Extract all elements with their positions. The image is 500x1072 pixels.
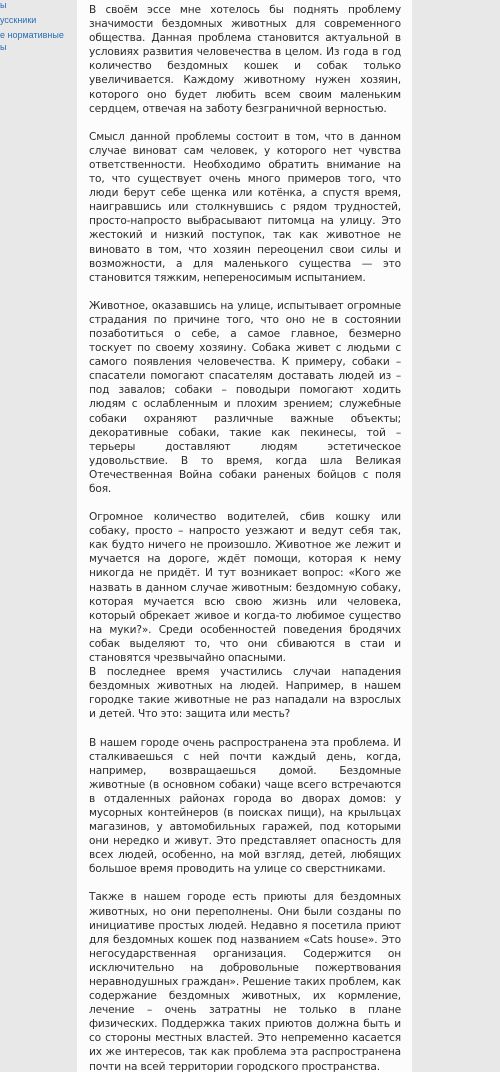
sidebar-link-3[interactable]: е нормативные bbox=[0, 30, 64, 40]
sidebar-link-2[interactable]: усскники bbox=[0, 15, 37, 25]
sidebar-link-1[interactable]: ы bbox=[0, 0, 7, 10]
sidebar-links bbox=[0, 0, 76, 1072]
essay-document bbox=[77, 0, 412, 1072]
essay-paragraph-6: В нашем городе очень распространена эта проблема. И сталкиваешься с ней почти каждый день, когда, например, возвращаешься домой. Бездомные животные (в основном собаки) чаще всего встречаются в отдаленных районах города во дворах домов: у мусорных контейнеров (в поисках пищи), на крыльцах магазинов, у автомобильных гаражей, под которыми они нередко и живут. Это представляет опасность для всех людей, особенно, на мой взгляд, детей, любящих большое время проводить на улице со сверстниками. bbox=[89, 736, 401, 876]
essay-paragraph-2: Смысл данной проблемы состоит в том, что в данном случае виноват сам человек, у которого нет чувства ответственности. Необходимо обратить внимание на то, что существует очень много примеров того, что люди берут себе щенка или котёнка, а спустя время, наигравшись или столкнувшись с рядом трудностей, просто-напросто выбрасывают питомца на улицу. Это жестокий и низкий поступок, так как животное не виновато в том, что хозяин переоценил свои силы и возможности, а для маленького существа — это становится тяжким, неперенoсимым испытанием. bbox=[89, 130, 401, 284]
essay-paragraph-3: Животное, оказавшись на улице, испытывает огромные страдания по причине того, что оно не в состоянии позаботиться о себе, а самое главное, безмерно тоскует по своему хозяину. Собака живет с людьми с самого появления человечества. К примеру, собаки – спасатели помогают спасателям доставать людей из – под завалов; собаки – поводыри помогают ходить людям с ослабленным и плохим зрением; служебные собаки охраняют различные важные объекты; декоративные собаки, такие как пекинесы, той – терьеры доставляют людям эстетическое удовольствие. В то время, когда шла Великая Отечественная Война собаки раненых бойцов с поля боя. bbox=[89, 299, 401, 495]
essay-paragraph-4: Огромное количество водителей, сбив кошку или собаку, просто – напросто уезжают и ведут себя так, как будто ничего не произошло. Животное же лежит и мучается на дороге, ждёт помощи, которая к нему никогда не придёт. И тут возникает вопрос: «Кого же назвать в данном случае животным: бездомную собаку, которая мучается всю свою жизнь или человека, который обрекает живое и когда-то любимое существо на муки?». Среди особенностей поведения бродячих собак выделяют то, что они сбиваются в стаи и становятся чрезвычайно опасными. bbox=[89, 511, 401, 665]
page-margin-right bbox=[412, 0, 500, 1072]
essay-paragraph-7: Также в нашем городе есть приюты для бездомных животных, но они переполнены. Они были созданы по инициативе простых людей. Недавно я посетила приют для бездомных кошек под названием «Cats house». Это негосударственная организация. Содержится он исключительно на добровольные пожертвования неравнодушных граждан». Решение таких проблем, как содержание бездомных животных, их кормление, лечение – очень затратны не только в плане физических. Поддержка таких приютов должна быть и со стороны местных властей. Это непременно касается их же интересов, так как проблема эта распространена почти на всей территории городского пространства. bbox=[89, 891, 401, 1072]
essay-paragraph-5: В последнее время участились случаи нападения бездомных животных на людей. Например, в нашем городке такие животные не раз нападали на взрослых и детей. Что это: защита или месть? bbox=[89, 666, 401, 721]
sidebar-link-4[interactable]: ы bbox=[0, 42, 7, 52]
essay-paragraph-1: В своём эссе мне хотелось бы поднять проблему значимости бездомных животных для современного общества. Данная проблема становится актуальной в условиях развития человечества в целом. Из года в год количество бездомных кошек и собак только увеличивается. Каждому животному нужен хозяин, которого оно будет любить всем своим маленьким сердцем, отвечая на заботу безграничной верностью. bbox=[89, 4, 401, 115]
